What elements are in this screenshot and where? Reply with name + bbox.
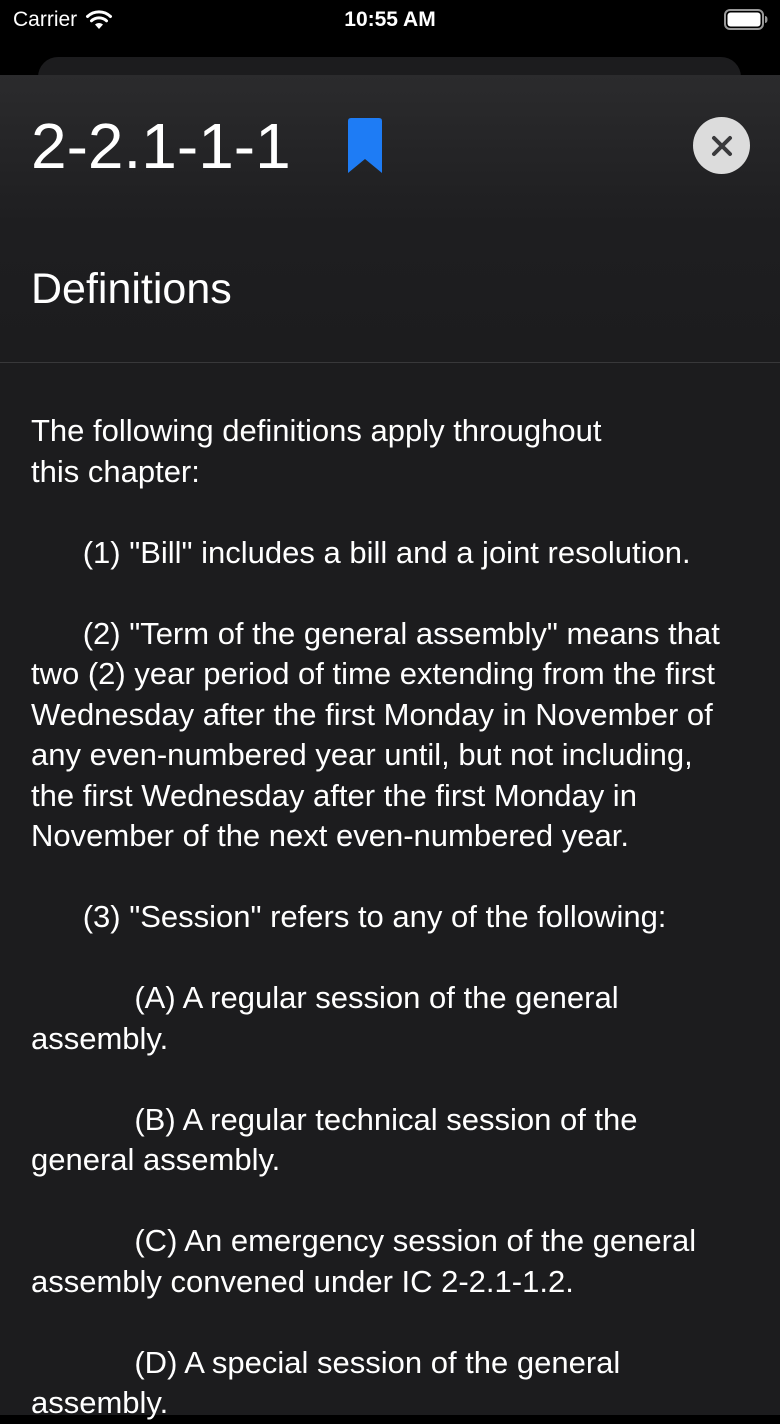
definition-paragraph: (1) "Bill" includes a bill and a joint resolution. [31, 534, 691, 570]
carrier-label: Carrier [13, 8, 78, 31]
definition-paragraph: (B) A regular technical session of the general assembly. [31, 1101, 638, 1177]
definition-paragraph: The following definitions apply throughout this chapter: [31, 413, 602, 489]
close-icon [711, 135, 733, 157]
close-button[interactable] [693, 117, 750, 174]
battery-icon [724, 9, 768, 30]
status-bar [0, 0, 780, 40]
definition-paragraph: (D) A special session of the general assembly. [31, 1344, 629, 1420]
sheet-header [0, 75, 780, 363]
section-detail-sheet [0, 75, 780, 1420]
definition-paragraph: (C) An emergency session of the general assembly convened under IC 2-2.1-1.2. [31, 1223, 697, 1299]
definition-paragraph: (A) A regular session of the general assembly. [31, 980, 628, 1056]
section-title: Definitions [31, 265, 232, 313]
section-number: 2-2.1-1-1 [31, 110, 291, 182]
clock: 10:55 AM [344, 8, 436, 31]
bookmark-icon[interactable] [346, 117, 384, 175]
definition-paragraph: (2) "Term of the general assembly" means that two (2) year period of time extending from the first Wednesday after the first Monday in November of any even-numbered year until, but not including, the first Wednesday after the first Monday in November of the next even-numbered year. [31, 615, 720, 853]
definition-paragraph: (3) "Session" refers to any of the following: [31, 899, 667, 934]
section-text [0, 363, 780, 1424]
